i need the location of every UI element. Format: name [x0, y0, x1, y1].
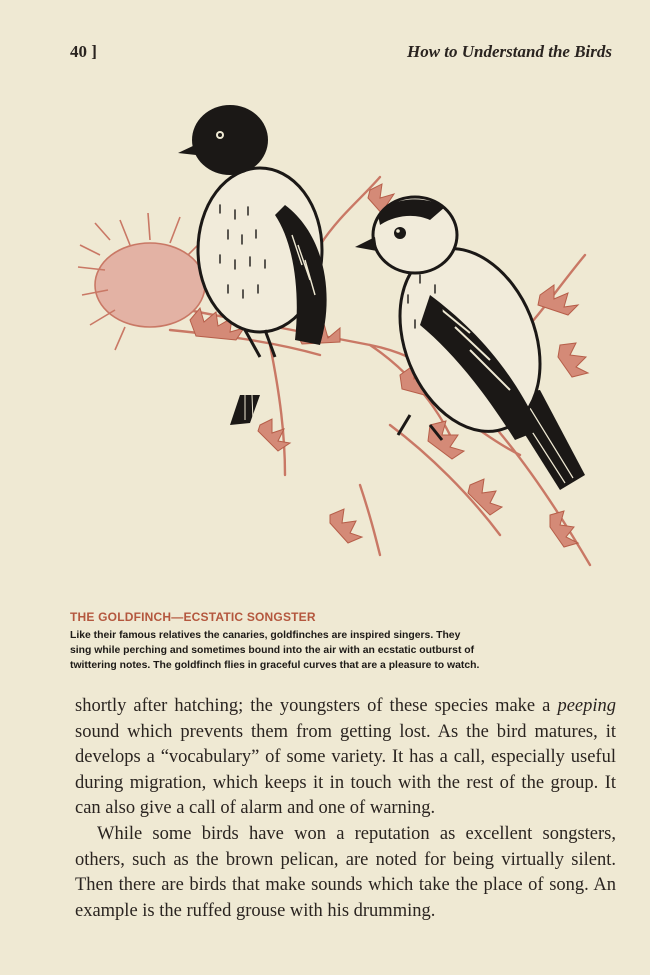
caption-title: THE GOLDFINCH—ECSTATIC SONGSTER	[70, 610, 316, 624]
page-header	[70, 42, 612, 68]
paragraph-1-rest: sound which prevents them from getting lost. As the bird matures, it develops a “vocabulary” of some variety. It has a call, especially useful during migration, which keeps it in touch with the rest of the group. It can also give a call of alarm and one of warning.	[75, 721, 616, 819]
caption-line: sing while perching and sometimes bound into the air with an ecstatic outburst of	[70, 645, 475, 656]
caption-body	[70, 628, 615, 673]
paragraph-1	[75, 694, 616, 822]
page-number: 40 ]	[70, 42, 97, 61]
caption-line: twittering notes. The goldfinch flies in graceful curves that are a pleasure to watch.	[70, 660, 480, 671]
paragraph-1-start: shortly after hatching; the youngsters of these species make a	[75, 696, 551, 716]
body-text	[75, 694, 616, 924]
running-title: How to Understand the Birds	[407, 42, 612, 61]
right-goldfinch	[355, 197, 585, 490]
goldfinch-illustration	[70, 95, 615, 595]
paragraph-2: While some birds have won a reputation as excellent songsters, others, such as the brown pelican, are noted for being virtually silent. Then there are birds that make sounds which take the place of song. An example is the ruffed grouse with his drumming.	[75, 823, 616, 921]
thistle-flower	[78, 213, 208, 350]
left-goldfinch	[178, 105, 327, 425]
emphasis-peeping: peeping	[557, 696, 616, 716]
caption-line: Like their famous relatives the canaries, goldfinches are inspired singers. They	[70, 630, 461, 641]
